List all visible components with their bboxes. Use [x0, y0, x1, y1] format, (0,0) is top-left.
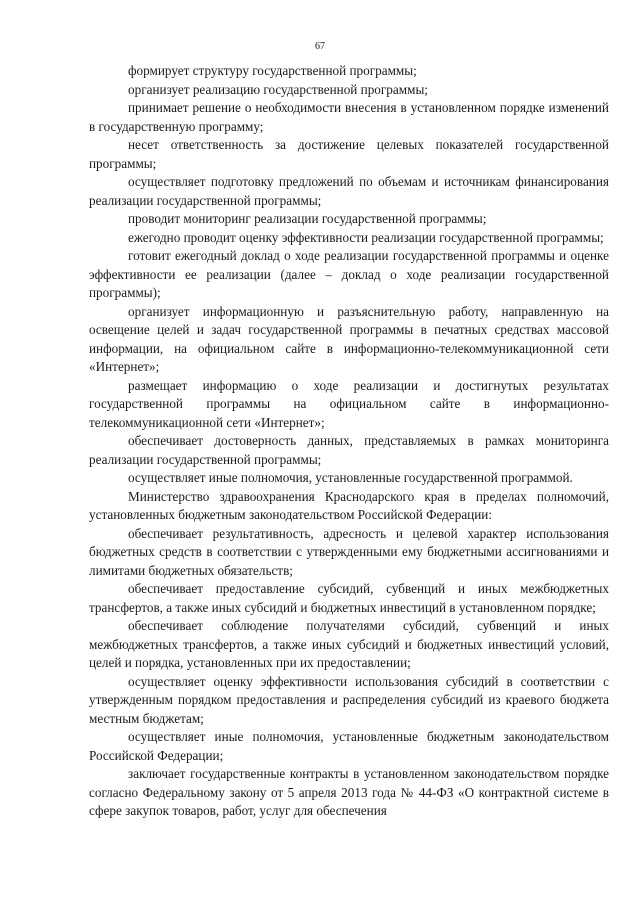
paragraph-14: обеспечивает результативность, адресность и целевой характер использования бюджетных средств в соответствии с утвержденными ему бюджетными ассигнованиями и лимитами бюджетных обязательств;	[89, 525, 609, 578]
paragraph-5: осуществляет подготовку предложений по объемам и источникам финансирования реализации государственной программы;	[89, 174, 609, 208]
paragraph-9: организует информационную и разъяснительную работу, направленную на освещение целей и задач государственной программы в печатных средствах массовой информации, на официальном сайте в информационно-телекоммуникационной сети «Интернет»;	[89, 303, 609, 374]
paragraph-7: ежегодно проводит оценку эффективности реализации государственной программы;	[128, 229, 604, 245]
paragraph-4: несет ответственность за достижение целевых показателей государственной программы;	[89, 137, 609, 171]
paragraph-17: осуществляет оценку эффективности использования субсидий в соответствии с утвержденным порядком предоставления и распределения субсидий из краевого бюджета местным бюджетам;	[89, 673, 609, 726]
paragraph-12: осуществляет иные полномочия, установленные государственной программой.	[128, 470, 573, 485]
paragraph-6: проводит мониторинг реализации государственной программы;	[128, 211, 487, 226]
page-number: 67	[315, 41, 325, 52]
paragraph-11: обеспечивает достоверность данных, представляемых в рамках мониторинга реализации государственной программы;	[89, 433, 609, 467]
paragraph-13: Министерство здравоохранения Краснодарского края в пределах полномочий, установленных бюджетным законодательством Российской Федерации:	[89, 488, 609, 522]
paragraph-8: готовит ежегодный доклад о ходе реализации государственной программы и оценке эффективности ее реализации (далее – доклад о ходе реализации государственной программы);	[89, 248, 609, 300]
paragraph-15: обеспечивает предоставление субсидий, субвенций и иных межбюджетных трансфертов, а также иных субсидий и бюджетных инвестиций в установленном порядке;	[89, 581, 609, 615]
paragraph-19: заключает государственные контракты в установленном законодательством порядке согласно Федеральному закону от 5 апреля 2013 года № 44-ФЗ «О контрактной системе в сфере закупок товаров, работ, услуг для обеспечения	[89, 766, 609, 818]
paragraph-10: размещает информацию о ходе реализации и достигнутых результатах государственной программы на официальном сайте в информационно-телекоммуникационной сети «Интернет»;	[89, 377, 609, 430]
body-text	[89, 62, 609, 821]
paragraph-18: осуществляет иные полномочия, установленные бюджетным законодательством Российской Федерации;	[89, 729, 609, 763]
paragraph-1: формирует структуру государственной программы;	[128, 63, 417, 78]
paragraph-16: обеспечивает соблюдение получателями субсидий, субвенций и иных межбюджетных трансфертов, а также иных субсидий и бюджетных инвестиций условий, целей и порядка, установленных при их предоставлении;	[89, 618, 609, 670]
paragraph-3: принимает решение о необходимости внесения в установленном порядке изменений в государственную программу;	[89, 100, 609, 134]
paragraph-2: организует реализацию государственной программы;	[128, 81, 428, 97]
